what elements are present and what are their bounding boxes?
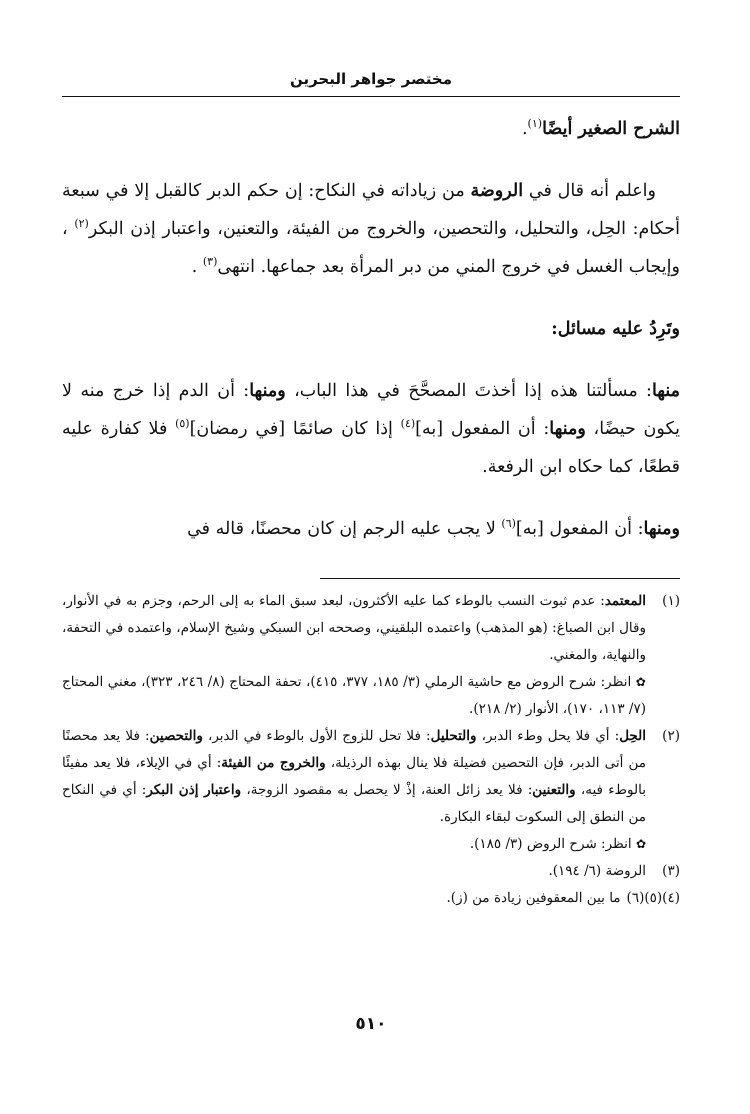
- text-run: : أن المفعول [به]: [515, 519, 644, 539]
- page-number: ٥١٠: [355, 1014, 387, 1034]
- footnote-ref[interactable]: (٣): [202, 255, 218, 269]
- footnote-lead: الحِل: [619, 728, 646, 744]
- footnote-1: [62, 588, 680, 723]
- text-run: : مسألتنا هذه إذا أخذتَ المصحَّحَ في هذا الباب،: [285, 381, 652, 401]
- footnote-number: (١): [662, 593, 680, 609]
- bold-term: منها: [651, 381, 680, 401]
- text-run: : أن المفعول [به]: [415, 419, 550, 439]
- text-run: ، وإيجاب الغسل في خروج المني من دبر المرأة بعد جماعها. انتهى: [62, 219, 680, 277]
- document-page: [62, 0, 680, 1114]
- footnote-ref[interactable]: (٤): [400, 417, 416, 431]
- footnote-lead: والتعنين: [532, 782, 576, 798]
- footnote-lead: والتحليل: [430, 728, 477, 744]
- footnote-text: : أي فلا يحل وطء الدبر،: [476, 728, 620, 744]
- footnote-ref[interactable]: (٥): [175, 417, 190, 431]
- footnote-2: [62, 723, 680, 858]
- footnote-reference: انظر: شرح الروض مع حاشية الرملي (٣/ ١٨٥، ٣٧٧، ٤١٥)، تحفة المحتاج (٨/ ٢٤٦، ٣٢٣)، مغني المحتاج (٧/ ١١٣، ١٧٠)، الأنوار (٢/ ٢١٨).: [62, 674, 646, 717]
- footnote-lead: واعتبار إذن البكر: [146, 782, 242, 798]
- footnote-text: : أي في النكاح من النطق إلى السكوت لبقاء البكارة.: [62, 782, 646, 825]
- footnote-number: (٤)(٥)(٦): [626, 890, 680, 906]
- footnote-lead: والخروج من الفيئة: [221, 755, 326, 771]
- text-run: واعلم أنه قال في: [523, 181, 656, 201]
- footnote-text: : فلا يعد زائل العنة، إذْ لا يحصل به مقصود الزوجة،: [241, 782, 533, 798]
- footnote-number: (٣): [662, 863, 680, 879]
- footnote-reference: انظر: شرح الروض (٣/ ١٨٥).: [469, 836, 632, 852]
- paragraph-4: [62, 372, 680, 486]
- text-run: إذا كان صائمًا [في رمضان]: [189, 419, 401, 439]
- paragraph-1: [62, 110, 680, 148]
- text-run: فلا كفارة عليه قطعًا، كما حكاه ابن الرفعة.: [62, 419, 680, 477]
- footnote-text: : أي في الإيلاء، فلا يعد مفيئًا بالوطء فيه،: [62, 755, 646, 798]
- paragraph-2: [62, 172, 680, 286]
- footnotes: [62, 588, 680, 912]
- text-run: لا يجب عليه الرجم إن كان محصنًا، قاله في: [187, 519, 502, 539]
- flower-star-icon: ✿: [635, 837, 646, 851]
- header-divider: [62, 96, 680, 97]
- flower-star-icon: ✿: [635, 675, 646, 689]
- text-run: .: [521, 119, 528, 139]
- footnote-3: [62, 858, 680, 885]
- footnote-lead: والتحصين: [149, 728, 203, 744]
- footnote-lead: المعتمد: [604, 593, 646, 609]
- bold-phrase: الشرح الصغير أيضًا: [542, 119, 680, 139]
- footnote-ref[interactable]: (١): [527, 117, 543, 131]
- footnote-number: (٢): [662, 728, 680, 744]
- bold-term: الروضة: [470, 181, 524, 201]
- footnote-ref[interactable]: (٢): [74, 217, 89, 231]
- footnote-divider: [320, 578, 680, 579]
- footnote-text: : فلا تحل للزوج الأول بالوطء في الدبر،: [202, 728, 431, 744]
- text-run: : أن الدم إذا خرج منه لا يكون حيضًا،: [62, 381, 680, 439]
- paragraph-5: [62, 510, 680, 548]
- main-text: [62, 110, 680, 548]
- bold-term: ومنها: [249, 381, 286, 401]
- paragraph-3: وتَرِدُ عليه مسائل:: [551, 319, 680, 339]
- text-run: .: [191, 257, 203, 277]
- text-run: من زياداته في النكاح: إن حكم الدبر كالقبل إلا في سبعة أحكام: الحِل، والتحليل، والتحصين، والخروج من الفيئة، والتعنين، واعتبار إذن البكر: [62, 181, 680, 239]
- bold-term: ومنها: [643, 519, 680, 539]
- footnote-text: : فلا يعد محصنًا من أتى الدبر، فإن التحصين فضيلة فلا ينال بهذه الرذيلة،: [62, 728, 646, 771]
- bold-term: ومنها: [549, 419, 586, 439]
- footnote-4-5-6: [62, 885, 680, 912]
- footnote-text: ما بين المعقوفين زيادة من (ز).: [446, 890, 621, 906]
- running-header: مختصر جواهر البحرين: [289, 70, 453, 88]
- footnote-text: الروضة (٦/ ١٩٤).: [548, 863, 646, 879]
- footnote-text: : عدم ثبوت النسب بالوطء كما عليه الأكثرون، لبعد سبق الماء به إلى الرحم، وجزم به في الأنوار، وقال ابن الصباغ: (هو المذهب) واعتمده البلقيني، وصححه ابن السبكي وشيخ الإسلام، واعتمده في التحفة، والنهاية، والمغني.: [62, 593, 646, 663]
- footnote-ref[interactable]: (٦): [501, 517, 516, 531]
